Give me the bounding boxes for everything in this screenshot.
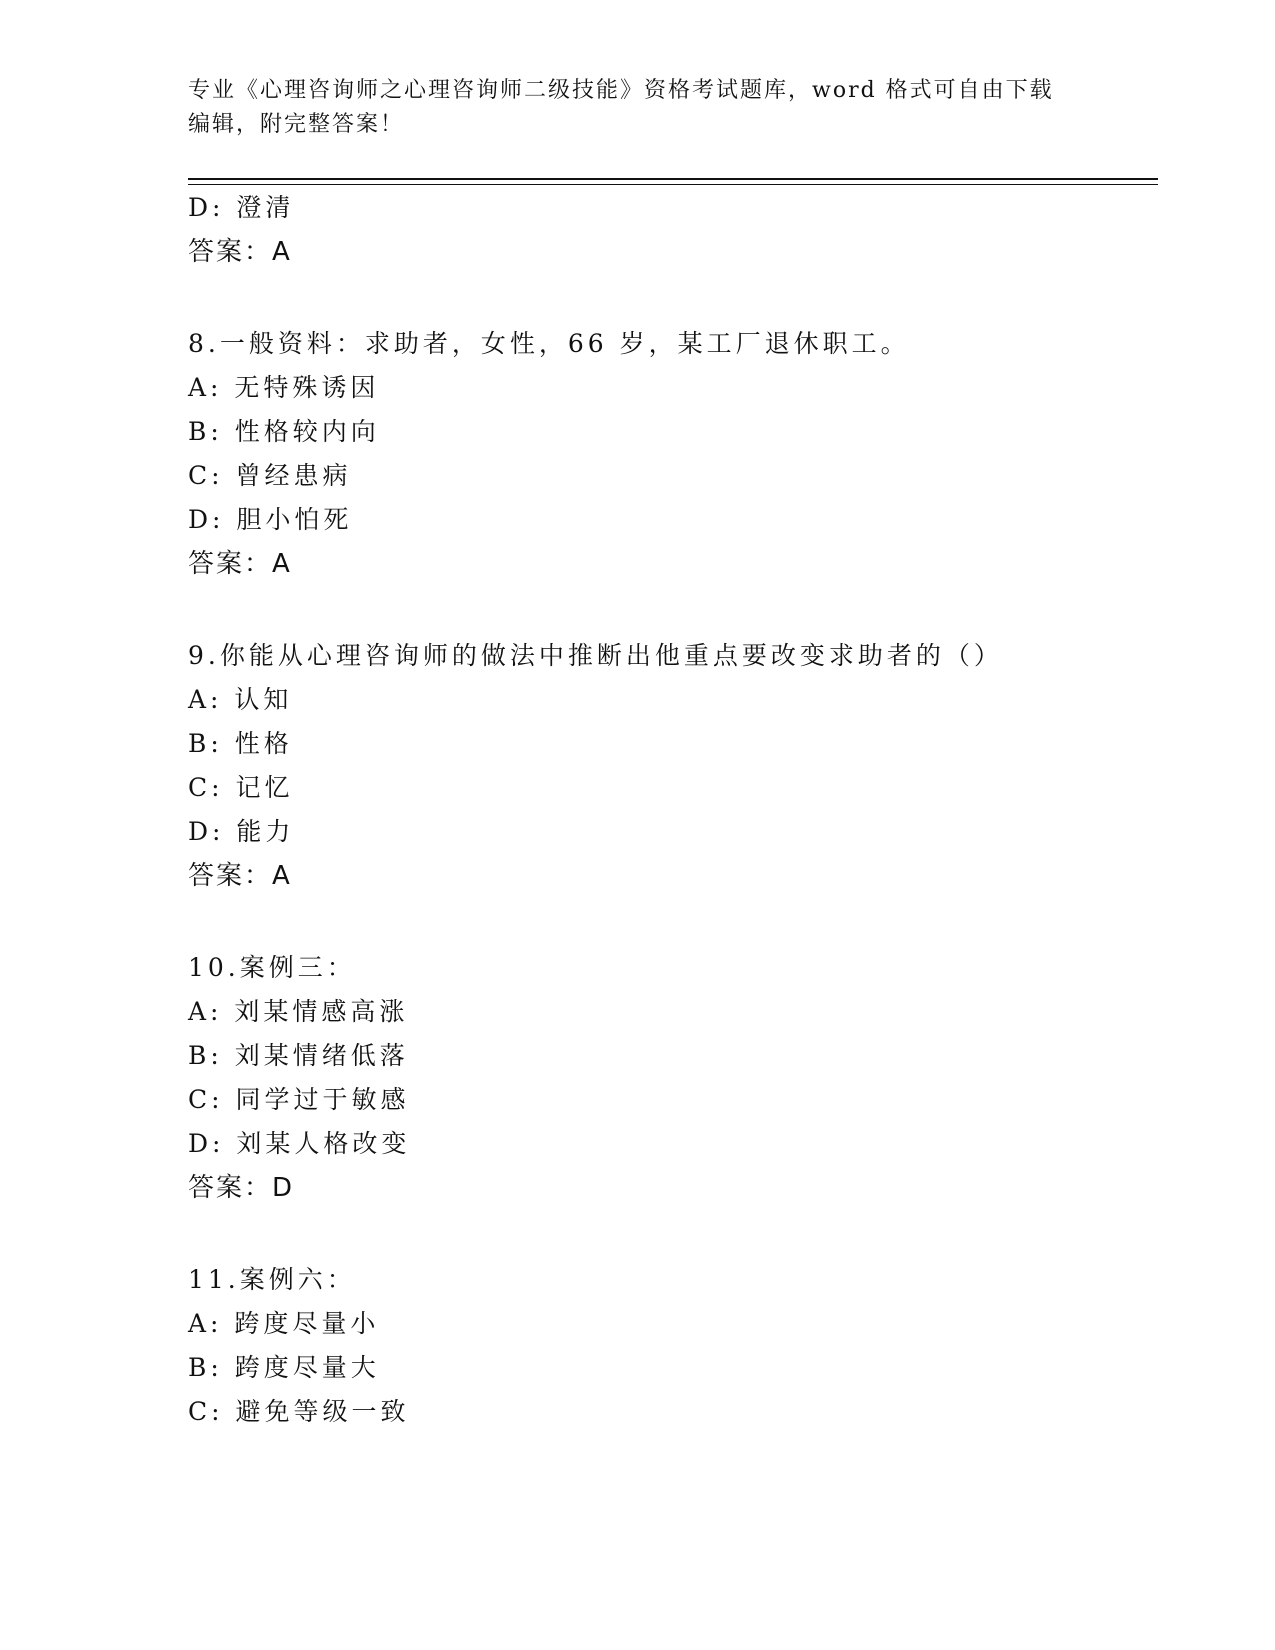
option-d: D: 能力 bbox=[188, 817, 295, 846]
option-c: C: 记忆 bbox=[188, 773, 294, 802]
option-d: D: 胆小怕死 bbox=[188, 505, 353, 534]
question-10: 10.案例三： bbox=[188, 953, 356, 982]
option-d: D: 刘某人格改变 bbox=[188, 1129, 411, 1158]
option-d: D: 澄清 bbox=[188, 193, 295, 222]
answer-line: 答案：A bbox=[188, 237, 292, 267]
option-b: B: 刘某情绪低落 bbox=[188, 1041, 409, 1070]
option-b: B: 跨度尽量大 bbox=[188, 1353, 380, 1382]
answer-line: 答案：A bbox=[188, 549, 292, 579]
header-divider-thin bbox=[188, 184, 1158, 185]
option-a: A: 认知 bbox=[188, 685, 293, 714]
option-c: C: 曾经患病 bbox=[188, 461, 352, 490]
option-a: A: 跨度尽量小 bbox=[188, 1309, 380, 1338]
answer-line: 答案：A bbox=[188, 861, 292, 891]
question-8: 8.一般资料：求助者，女性，66 岁，某工厂退休职工。 bbox=[188, 329, 910, 358]
option-b: B: 性格较内向 bbox=[188, 417, 380, 446]
header-line-2: 编辑，附完整答案！ bbox=[188, 112, 405, 137]
option-b: B: 性格 bbox=[188, 729, 293, 758]
document-header bbox=[188, 74, 1088, 142]
option-c: C: 避免等级一致 bbox=[188, 1397, 410, 1426]
question-11: 11.案例六： bbox=[188, 1265, 356, 1294]
question-9: 9.你能从心理咨询师的做法中推断出他重点要改变求助者的（） bbox=[188, 641, 1003, 670]
option-c: C: 同学过于敏感 bbox=[188, 1085, 410, 1114]
header-divider-thick bbox=[188, 178, 1158, 180]
answer-line: 答案：D bbox=[188, 1173, 295, 1203]
option-a: A: 无特殊诱因 bbox=[188, 373, 380, 402]
header-line-1: 专业《心理咨询师之心理咨询师二级技能》资格考试题库，word 格式可自由下载 bbox=[188, 78, 1054, 103]
option-a: A: 刘某情感高涨 bbox=[188, 997, 409, 1026]
